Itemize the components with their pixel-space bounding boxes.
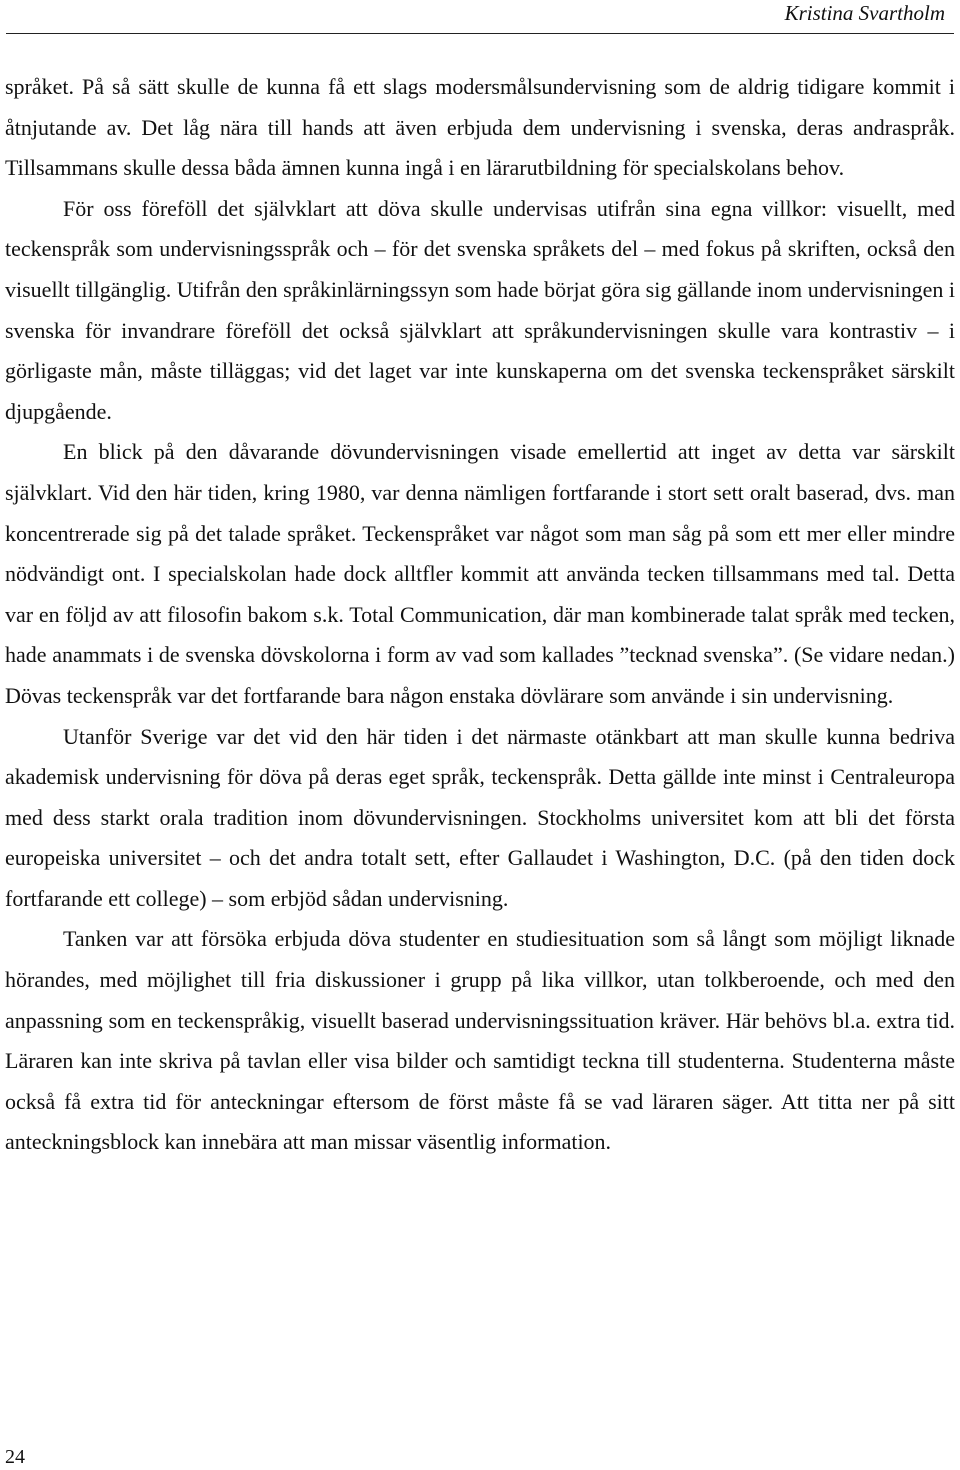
paragraph-2: För oss föreföll det självklart att döva skulle undervisas utifrån sina egna villkor: visuellt, med teckenspråk som undervisningsspråk och – för det svenska språkets del – med fokus på skriften, också den visuellt tillgänglig. Utifrån den språkinlärningssyn som hade börjat göra sig gällande inom undervisningen i svenska för invandrare föreföll det också självklart att språkundervisningen skulle vara kontrastiv – i görligaste mån, måste tilläggas; vid det laget var inte kunskaperna om det svenska teckenspråket särskilt djupgående. <box>5 195 955 424</box>
paragraph-5: Tanken var att försöka erbjuda döva studenter en studiesituation som så långt som möjligt liknade hörandes, med möjlighet till fria diskussioner i grupp på lika villkor, utan tolkberoende, och med den anpassning som en teckenspråkig, visuellt baserad undervisningssituation kräver. Här behövs bl.a. extra tid. Läraren kan inte skriva på tavlan eller visa bilder och samtidigt teckna till studenterna. Studenterna måste också få extra tid för anteckningar eftersom de först måste få se vad läraren säger. Att titta ner på sitt anteckningsblock kan innebära att man missar väsentlig information. <box>5 926 955 1155</box>
paragraph-3: En blick på den dåvarande dövundervisningen visade emellertid att inget av detta var särskilt självklart. Vid den här tiden, kring 1980, var denna nämligen fortfarande i stort sett oralt baserad, dvs. man koncentrerade sig på det talade språket. Teckenspråket var något som man såg på som ett mer eller mindre nödvändigt ont. I specialskolan hade dock alltfler kommit att använda tecken tillsammans med tal. Detta var en följd av att filosofin bakom s.k. Total Communication, där man kombinerade talat språk med tecken, hade anammats i de svenska dövskolorna i form av vad som kallades ”tecknad svenska”. (Se vidare nedan.) Dövas teckenspråk var det fortfarande bara någon enstaka dövlärare som använde i sin undervisning. <box>5 439 955 708</box>
page-number: 24 <box>5 1446 25 1468</box>
paragraph-4: Utanför Sverige var det vid den här tiden i det närmaste otänkbart att man skulle kunna bedriva akademisk undervisning för döva på deras eget språk, teckenspråk. Detta gällde inte minst i Centraleuropa med dess starkt orala tradition inom dövundervisningen. Stockholms universitet kom att bli det första europeiska universitet – och det andra totalt sett, efter Gallaudet i Washington, D.C. (på den tiden dock fortfarande ett college) – som erbjöd sådan undervisning. <box>5 723 955 911</box>
body-text <box>5 67 955 1163</box>
running-header-author: Kristina Svartholm <box>784 1 945 25</box>
paragraph-1: språket. På så sätt skulle de kunna få ett slags modersmålsundervisning som de aldrig tidigare kommit i åtnjutande av. Det låg nära till hands att även erbjuda dem undervisning i svenska, deras andraspråk. Tillsammans skulle dessa båda ämnen kunna ingå i en lärarutbildning för specialskolans behov. <box>5 74 955 181</box>
header-rule <box>6 33 954 34</box>
